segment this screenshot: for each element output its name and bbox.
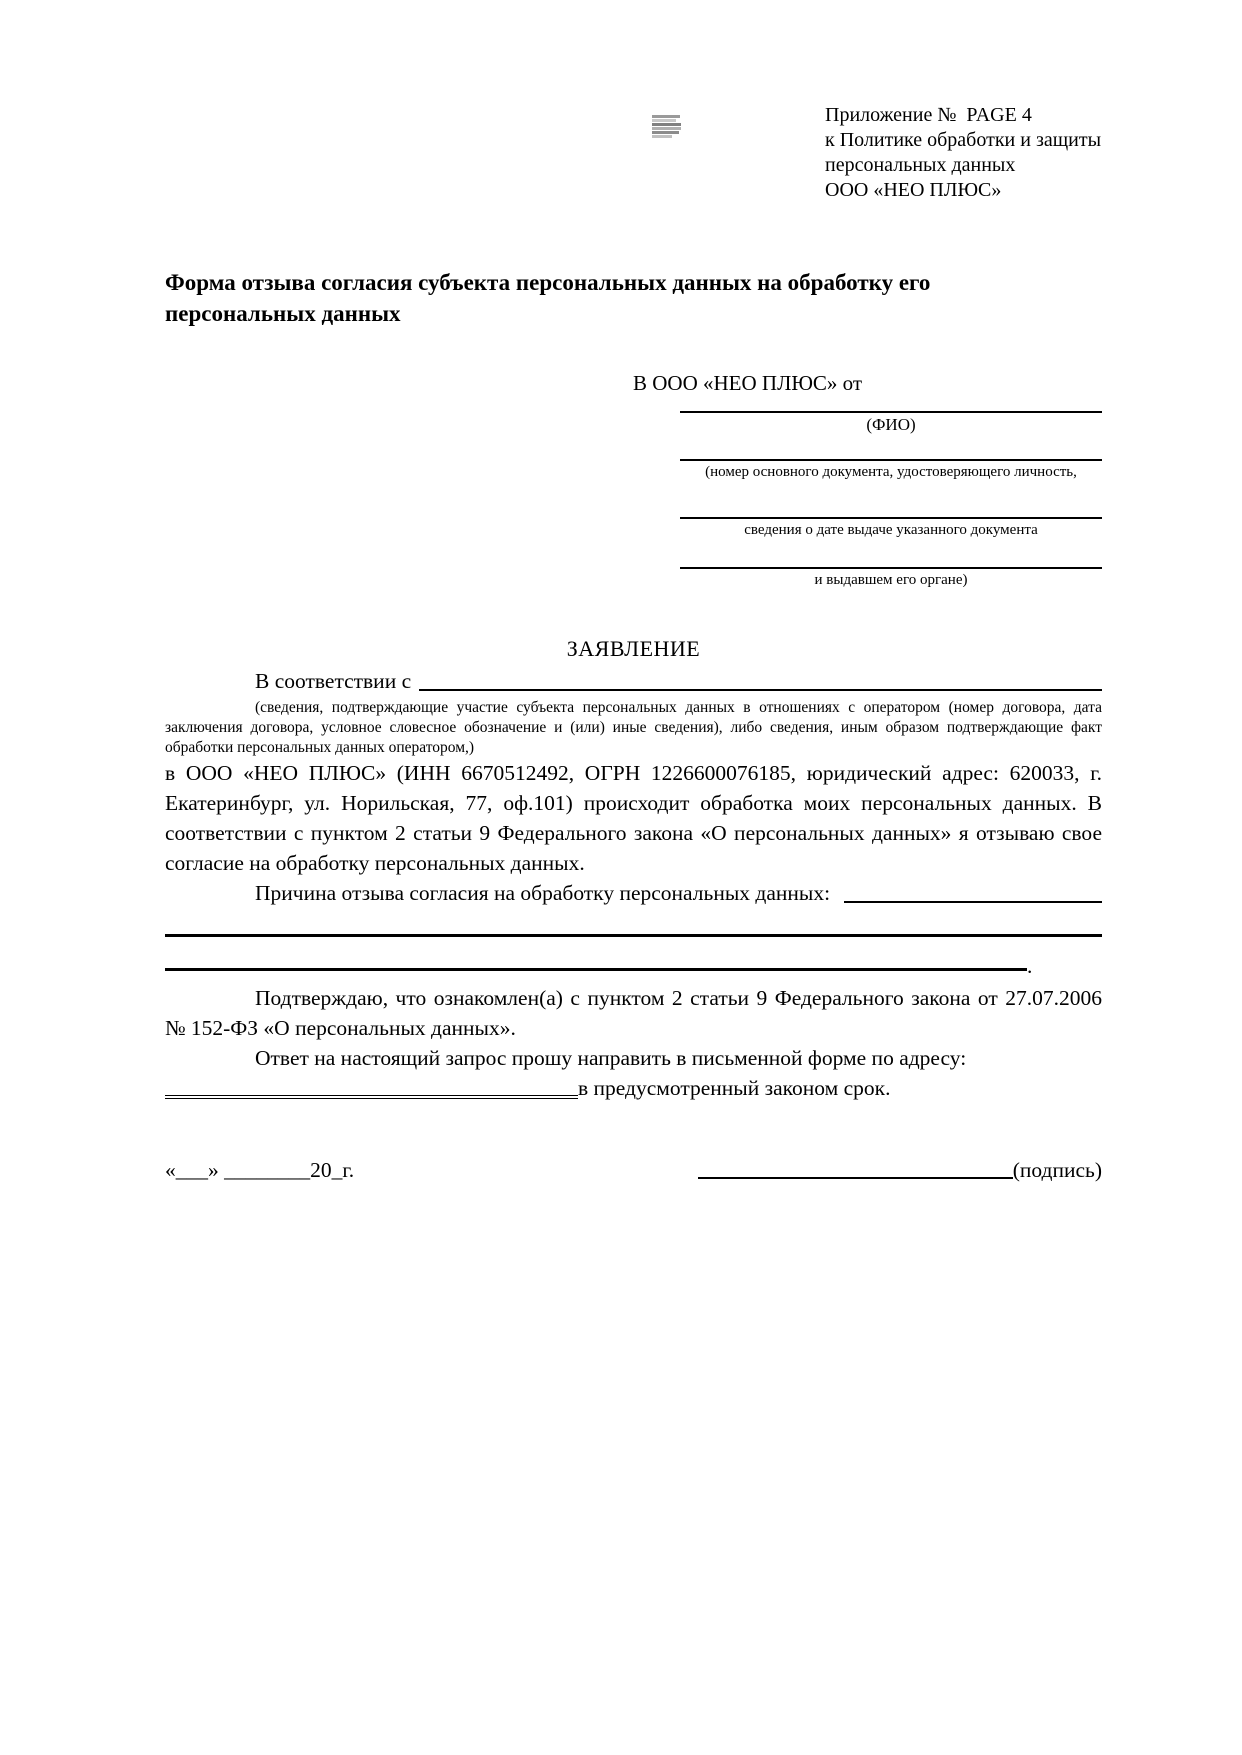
intro-blank-line [419,666,1102,691]
statement-body: в ООО «НЕО ПЛЮС» (ИНН 6670512492, ОГРН 1226600076185, юридический адрес: 620033, г. Екатеринбург, ул. Норильская, 77, оф.101) происходит обработка моих персональных данных. В соответствии с пунктом 2 статьи 9 Федерального закона «О персональных данных» я отзываю свое согласие на обработку персональных данных. [165,761,1102,875]
artifact-stripe [652,127,681,130]
appendix-line-data: персональных данных [825,154,1016,176]
page-header [165,103,1102,203]
reply-request-paragraph: Ответ на настоящий запрос прошу направить в письменной форме по адресу: [255,1046,967,1070]
signature-blank-line [698,1177,1013,1179]
confirmation-paragraph: Подтверждаю, что ознакомлен(а) с пунктом 2 статьи 9 Федерального закона от 27.07.2006 № 152-ФЗ «О персональных данных». [165,986,1102,1040]
artifact-stripe [652,119,676,122]
artifact-stripe [652,123,681,126]
reason-blank-line-3 [165,954,1102,978]
appendix-line-policy: к Политике обработки и защиты [825,129,1102,151]
address-blank-line [165,1073,578,1099]
field-issuing-authority [680,567,1102,589]
issue-date-caption: сведения о дате выдаче указанного документа [744,522,1038,538]
reason-blank-line-2 [165,934,1102,937]
artifact-stripe [652,131,679,134]
date-signature-row [165,1155,1102,1185]
reply-address-row [165,1073,1102,1103]
addressee-to-line: В ООО «НЕО ПЛЮС» от [633,371,863,395]
field-fio [680,411,1102,435]
statement-heading: ЗАЯВЛЕНИЕ [566,636,701,661]
reason-row [165,878,1102,908]
broken-image-artifact-icon [652,115,682,142]
reason-line-terminator: . [1027,954,1033,978]
fio-caption: (ФИО) [866,415,916,434]
appendix-line-company: ООО «НЕО ПЛЮС» [825,179,1002,201]
reply-suffix: в предусмотренный законом срок. [578,1076,891,1100]
signature-caption: (подпись) [1012,1158,1102,1182]
field-document-number [680,459,1102,481]
artifact-stripe [652,115,680,118]
artifact-stripe [652,135,672,138]
intro-prefix: В соответствии с [255,669,412,693]
field-issue-date [680,517,1102,539]
signature-cell [698,1155,1102,1185]
document-title: Форма отзыва согласия субъекта персональных данных на обработку его персональных данных [165,270,931,326]
document-number-caption: (номер основного документа, удостоверяющего личность, [705,464,1077,480]
reason-label: Причина отзыва согласия на обработку персональных данных: [255,881,831,905]
date-line: «___» ________20_г. [165,1158,355,1182]
intro-footnote: (сведения, подтверждающие участие субъекта персональных данных в отношениях с оператором (номер договора, дата заключения договора, условное словесное обозначение и (или) иные сведения), либо сведения, иным образом подтверждающие факт обработки персональных данных оператором,) [165,699,1102,756]
appendix-line-number: Приложение № PAGE 4 [825,104,1032,126]
addressee-block [165,369,1102,589]
reason-blank-line-3-rule [165,968,1027,971]
intro-row [165,666,1102,696]
reason-blank-line-1 [844,878,1102,903]
issuing-authority-caption: и выдавшем его органе) [814,572,968,588]
appendix-block [825,103,1101,203]
